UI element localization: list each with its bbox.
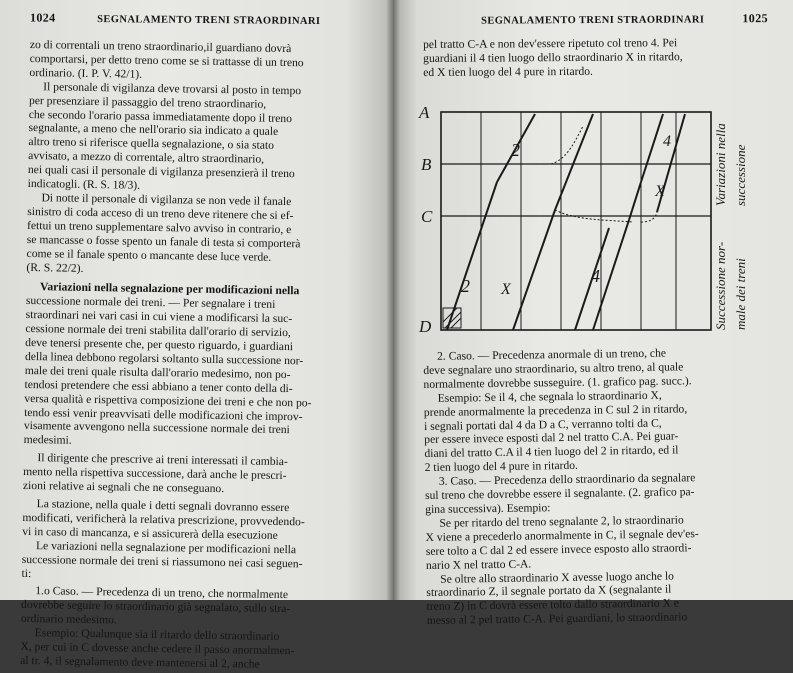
train-label-2-lower: 2 [461, 276, 470, 296]
text-line: Di notte il personale di vigilanza se non vede il fanale [41, 191, 292, 209]
text-line: i segnali portati dal 4 da D a C, verranno tolti da C, [423, 416, 662, 433]
text-line: Il personale di vigilanza deve trovarsi al posto in tempo [43, 79, 302, 97]
text-line: della linea debbono regolarsi soltanto sulla successione nor- [24, 349, 304, 368]
dotted-line-b [551, 126, 583, 164]
right-page [393, 0, 793, 628]
text-line: deve segnalare uno straordinario, su altro treno, al quale [423, 360, 684, 377]
text-line: visamente avvengono nella successione normale dei treni [23, 419, 290, 437]
side-caption-normal-2: male dei treni [733, 258, 748, 330]
right-page-bottom-text [423, 345, 777, 628]
text-line: al tr. 4, il segnalamento deve mantenersi al 2, anche [20, 653, 260, 671]
text-line: zo di correntali un treno straordinario,il guardiano dovrà [29, 38, 292, 56]
left-page [0, 0, 393, 671]
text-line: zioni relative ai segnali che ne conseguano. [22, 479, 225, 496]
text-line: gina successiva). Esempio: [425, 501, 551, 516]
text-line: 2. Caso. — Precedenza anormale di un treno, che [436, 346, 667, 363]
train-label-x-upper: X [655, 183, 665, 200]
paragraph-example-3b [426, 568, 777, 629]
train-label-4-lower: 4 [591, 266, 600, 286]
text-line: straordinario Z, il segnale portato da X (segnalante il [426, 582, 672, 600]
left-running-header [30, 10, 382, 28]
train-label-2-upper: 2 [511, 140, 520, 160]
paragraph-example-1 [20, 626, 371, 673]
paragraph-case-2 [423, 345, 774, 392]
train-x-path [513, 210, 555, 330]
text-line: ordinario medesimo. [20, 612, 117, 627]
text-line: Il dirigente che prescrive ai treni interessati il cambia- [37, 451, 288, 469]
text-line: medesimi. [23, 433, 72, 448]
text-line: diani del tratto C.A il 4 tien luogo del 2 in ritardo, ed il [424, 443, 679, 461]
train-label-4-upper: 4 [663, 133, 671, 150]
text-line: tendosi pretendere che essi abbiano a tener conto della di- [24, 377, 293, 395]
paragraph-dirigente [23, 451, 374, 498]
text-line: avvisato, a mezzo di correntale, altro straordinario, [28, 149, 265, 166]
right-page-top-text [423, 36, 771, 80]
text-line: La stazione, nella quale i detti segnali dovranno essere [36, 497, 290, 515]
paragraph-continuation [29, 38, 380, 85]
paragraph-continuation-right [423, 36, 771, 80]
left-page-number: 1024 [29, 10, 56, 25]
text-line: altro treno si riferisce quella segnalazione, o sia stato [28, 135, 275, 153]
train-paths-variation [593, 114, 685, 330]
train-graph [405, 86, 781, 342]
text-line: Le variazioni nella segnalazione per modificazioni nella [35, 538, 297, 556]
paragraph-case-1 [21, 584, 372, 631]
text-line: se mancasse o fosse spento un fanale di testa si comporterà [26, 232, 301, 250]
text-line: modificati, verificherà la relativa prescrizione, provvedendo- [22, 510, 305, 529]
text-line: tendo essi venir preavvisati delle modificazioni che improv- [24, 405, 303, 423]
text-line: ti: [21, 566, 32, 580]
station-label-a: A [419, 103, 430, 122]
text-line: Esempio: Se il 4, che segnala lo straordinario X, [437, 388, 662, 405]
paragraph-variations [24, 280, 377, 452]
train-4-path-variation-upper [641, 114, 663, 182]
text-line: sinistro di coda acceso di un treno deve ritenere che si ef- [27, 204, 294, 223]
text-line: mento nella rispettiva successione, darà anche le prescri- [23, 465, 287, 483]
text-line: come se il fanale spento o mancante dese luce verde. [26, 246, 272, 264]
train-label-x-lower: X [501, 281, 511, 298]
text-line: nario X nel tratto C-A. [425, 557, 532, 572]
text-line: Se oltre allo straordinario X avesse luogo anche lo [440, 569, 675, 586]
side-caption-variation-1: Variazioni nella [713, 123, 728, 206]
text-line: pel tratto C-A e non dev'essere ripetuto col treno 4. Pei [423, 36, 678, 51]
text-line: successione normale dei treni si riassumono nei casi seguen- [21, 552, 303, 570]
section-heading-line: Variazioni nella segnalazione per modificazioni nella [39, 280, 300, 298]
text-line: messo al 2 pel tratto C-A. Pei guardiani, lo straordinario [426, 610, 688, 628]
text-line: (R. S. 22/2). [26, 260, 84, 275]
station-label-d: D [419, 317, 432, 336]
text-line: ordinario. (I. P. V. 42/1). [29, 65, 143, 81]
text-line: deve tenersi presente che, per questo riguardo, i guardiani [25, 335, 294, 354]
text-line: X, per cui in C dovesse anche cedere il passo anormalmen- [20, 639, 295, 658]
left-page-body [20, 38, 380, 673]
text-line: male dei treni quale risulta dall'orario medesimo, non po- [24, 363, 291, 381]
text-line: segnalante, a meno che nell'orario sia indicato a quale [28, 121, 279, 139]
paragraph-stazione [22, 497, 373, 544]
text-line: guardiani il 4 tien luogo dello straordinario X in ritardo, [423, 50, 683, 65]
station-label-b: B [421, 155, 432, 174]
paragraph-case-3 [425, 470, 776, 517]
text-line: Se per ritardo del treno segnalante 2, lo straordinario [439, 513, 684, 530]
text-line: comportarsi, per detto treno come se si trattasse di un treno [29, 51, 304, 70]
right-running-head: SEGNALAMENTO TRENI STRAORDINARI [481, 14, 705, 27]
text-line: 2 tien luogo del 4 pure in ritardo. [424, 459, 578, 475]
text-line: fettui un treno supplementare salvo avviso in contrario, e [26, 218, 292, 236]
paragraph-example-3 [425, 512, 776, 573]
right-page-number: 1025 [742, 11, 769, 26]
side-caption-variation-2: successione [733, 144, 748, 206]
text-line: 3. Caso. — Precedenza dello straordinario da segnalare [438, 471, 696, 488]
text-line: sere tolto a C dal 2 ed essere invece esposto allo straordi- [425, 540, 692, 558]
text-line: indicatogli. (R. S. 18/3). [27, 177, 141, 192]
text-line: successione normale dei treni. — Per segnalare i treni [25, 294, 276, 312]
paragraph-summary [21, 539, 372, 586]
text-line: versa qualità e rispettiva composizione dei treni e che non po- [24, 391, 312, 410]
text-line: treno Z) in C dovrà essere tolto dallo straordinario X e [426, 596, 680, 614]
train-graph-figure [405, 86, 781, 342]
text-line: 1.o Caso. — Precedenza di un treno, che normalmente [35, 584, 289, 602]
text-line: Esempio: Qualunque sia il ritardo dello straordinario [34, 626, 280, 644]
paragraph-vigilance [28, 80, 380, 197]
text-line: cessione normale dei treni stabilita dall'orario di servizio, [25, 322, 291, 340]
book-gutter [386, 0, 400, 600]
train-paths-normal [447, 114, 609, 330]
text-line: ed X tien luogo del 4 pure in ritardo. [423, 64, 593, 79]
text-line: che secondo l'orario passa immediatamente dopo il treno [28, 107, 293, 125]
text-line: straordinari nei vari casi in cui viene a modificarsi la suc- [25, 308, 293, 326]
train-4-path-variation-mid [629, 182, 641, 220]
text-line: X viene a precederlo anormalmente in C, il segnale dev'es- [425, 526, 699, 544]
text-line: sul treno che dovrebbe essere il segnalante. (2. grafico pa- [424, 485, 695, 503]
station-label-c: C [421, 207, 433, 226]
text-line: per essere invece esposti dal 2 nel tratto C.A. Pei guar- [424, 429, 679, 447]
text-line: per presenziare il passaggio del treno straordinario, [28, 93, 267, 111]
left-running-head: SEGNALAMENTO TRENI STRAORDINARI [97, 14, 321, 27]
right-running-header [423, 11, 768, 28]
text-line: nei quali casi il personale di vigilanza presenzierà il treno [27, 163, 295, 181]
text-line: vi in caso di mancanza, e si assicurerà della esecuzione [22, 524, 278, 542]
side-caption-normal-1: Successione nor- [713, 241, 728, 330]
text-line: prende anormalmente la precedenza in C sul 2 in ritardo, [423, 401, 688, 419]
paragraph-example-2 [424, 387, 775, 475]
text-line: dovrebbe seguire lo straordinario già segnalato, sullo stra- [20, 598, 291, 616]
text-line: normalmente dovrebbe susseguire. (1. grafico pag. succ.). [423, 374, 692, 391]
paragraph-night [26, 191, 377, 280]
dotted-line-c-2 [641, 212, 657, 222]
